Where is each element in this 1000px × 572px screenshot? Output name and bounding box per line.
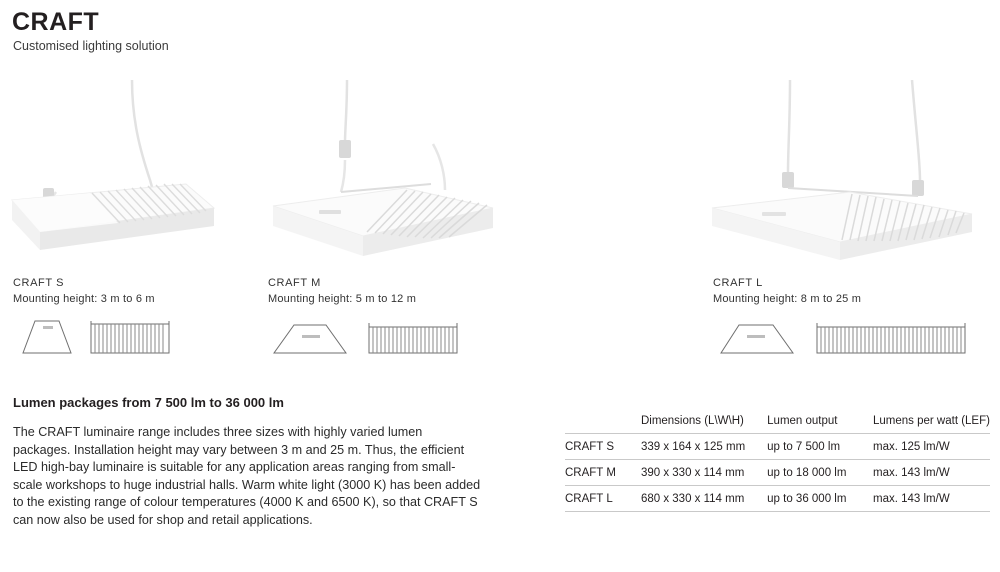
row-output: up to 18 000 lm [767, 460, 873, 486]
page-title: CRAFT [12, 8, 100, 36]
product-name-craft-l: CRAFT L [713, 277, 763, 289]
product-illustration-craft-l [690, 80, 990, 265]
row-lef: max. 143 lm/W [873, 460, 990, 486]
craft-l-drawing [690, 80, 990, 270]
row-name: CRAFT L [565, 486, 641, 512]
table-header [565, 415, 990, 434]
product-mounting-craft-l: Mounting height: 8 m to 25 m [713, 293, 862, 305]
product-mounting-craft-m: Mounting height: 5 m to 12 m [268, 293, 417, 305]
craft-l-front-view [811, 315, 971, 357]
table-header-dimensions: Dimensions (L\W\H) [640, 415, 744, 427]
product-name-craft-s: CRAFT S [13, 277, 65, 289]
craft-s-side-view [13, 315, 75, 357]
tech-drawings-craft-l [713, 315, 971, 357]
row-dimensions: 680 x 330 x 114 mm [641, 486, 767, 512]
description-paragraph: The CRAFT luminaire range includes three sizes with highly varied lumen packages. Installation height may vary between 3 m and 25 m. Thus, the efficient LED high-bay luminaire is suitable for any application areas ranging from small-scale workshops to huge industrial halls. Warm white light (3000 K) has been added to the existing range of colour temperatures (4000 K and 6500 K), so that CRAFT S can now also be used for shop and retail applications. [13, 425, 481, 527]
craft-m-front-view [363, 315, 463, 357]
table-header-lumens-per-watt: Lumens per watt (LEF) [873, 415, 990, 427]
product-illustration-craft-s [0, 80, 240, 265]
product-mounting-craft-s: Mounting height: 3 m to 6 m [13, 293, 155, 305]
table-header-lumen-output: Lumen output [767, 415, 838, 427]
row-dimensions: 339 x 164 x 125 mm [641, 434, 767, 460]
row-name: CRAFT M [565, 460, 641, 486]
table-row [565, 486, 990, 512]
row-lef: max. 125 lm/W [873, 434, 990, 460]
specification-table [565, 415, 990, 512]
table-header-blank [565, 415, 641, 434]
craft-m-drawing [255, 80, 520, 270]
tech-drawings-craft-s [13, 315, 175, 357]
row-lef: max. 143 lm/W [873, 486, 990, 512]
row-dimensions: 390 x 330 x 114 mm [641, 460, 767, 486]
table-row [565, 434, 990, 460]
table-row [565, 460, 990, 486]
craft-s-drawing [0, 80, 240, 270]
craft-m-side-view [268, 315, 353, 357]
product-illustration-craft-m [255, 80, 515, 265]
product-name-craft-m: CRAFT M [268, 277, 321, 289]
page-subtitle: Customised lighting solution [13, 39, 169, 53]
row-name: CRAFT S [565, 434, 641, 460]
craft-s-front-view [85, 315, 175, 357]
row-output: up to 36 000 lm [767, 486, 873, 512]
tech-drawings-craft-m [268, 315, 463, 357]
craft-l-side-view [713, 315, 801, 357]
lumen-packages-heading: Lumen packages from 7 500 lm to 36 000 lm [13, 395, 284, 410]
row-output: up to 7 500 lm [767, 434, 873, 460]
